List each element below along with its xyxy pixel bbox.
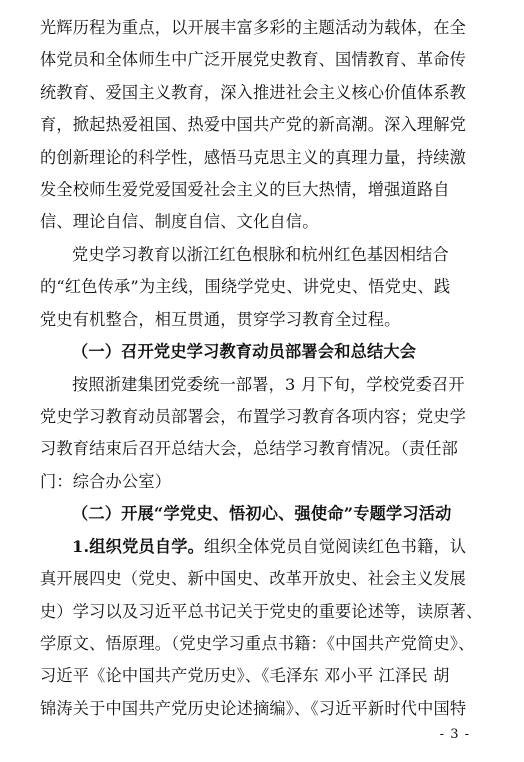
paragraph-line: 的“红色传承”为主线，围绕学党史、讲党史、悟党史、践 (40, 277, 451, 296)
paragraph-line: 党史有机整合，相互贯通，贯穿学习教育全过程。 (40, 310, 401, 329)
paragraph-line: 统教育、爱国主义教育，深入推进社会主义核心价值体系教 (40, 83, 467, 102)
paragraph-line: 党史学习教育以浙江红色根脉和杭州红色基因相结合 (72, 245, 449, 264)
paragraph-line: 习教育结束后召开总结大会，总结学习教育情况。（责任部 (40, 439, 458, 458)
item-lead: 1.组织党员自学。 (72, 537, 205, 556)
section-heading: （二）开展“学党史、悟初心、强使命”专题学习活动 (72, 504, 452, 523)
paragraph-line: 史）学习以及习近平总书记关于党史的重要论述等，读原著、 (40, 602, 483, 621)
paragraph-line: 按照浙建集团党委统一部署，3 月下旬，学校党委召开 (72, 375, 465, 394)
paragraph-line: 育，掀起热爱祖国、热爱中国共产党的新高潮。深入理解党 (40, 115, 467, 134)
paragraph-line: 学原文、悟原理。（党史学习重点书籍：《中国共产党简史》、 (40, 634, 475, 653)
paragraph-line: 真开展四史（党史、新中国史、改革开放史、社会主义发展 (40, 569, 467, 588)
paragraph-line: 发全校师生爱党爱国爱社会主义的巨大热情，增强道路自 (40, 180, 450, 199)
paragraph-line: 的创新理论的科学性，感悟马克思主义的真理力量，持续激 (40, 148, 467, 167)
paragraph-line: 光辉历程为重点，以开展丰富多彩的主题活动为载体，在全 (40, 18, 467, 37)
paragraph-line: 体党员和全体师生中广泛开展党史教育、国情教育、革命传 (40, 50, 467, 69)
paragraph-line (72, 535, 486, 559)
paragraph-line: 信、理论自信、制度自信、文化自信。 (40, 212, 319, 231)
section-heading: （一）召开党史学习教育动员部署会和总结大会 (72, 342, 417, 361)
paragraph-line: 门：综合办公室） (40, 472, 172, 491)
page-number: - 3 - (439, 727, 470, 742)
paragraph-line: 锦涛关于中国共产党历史论述摘编》、《习近平新时代中国特 (40, 699, 467, 718)
item-text: 组织全体党员自觉阅读红色书籍，认 (204, 537, 467, 556)
paragraph-line: 习近平《论中国共产党历史》、《毛泽东 邓小平 江泽民 胡 (40, 666, 450, 685)
paragraph-line: 党史学习教育动员部署会，布置学习教育各项内容；党史学 (40, 407, 467, 426)
